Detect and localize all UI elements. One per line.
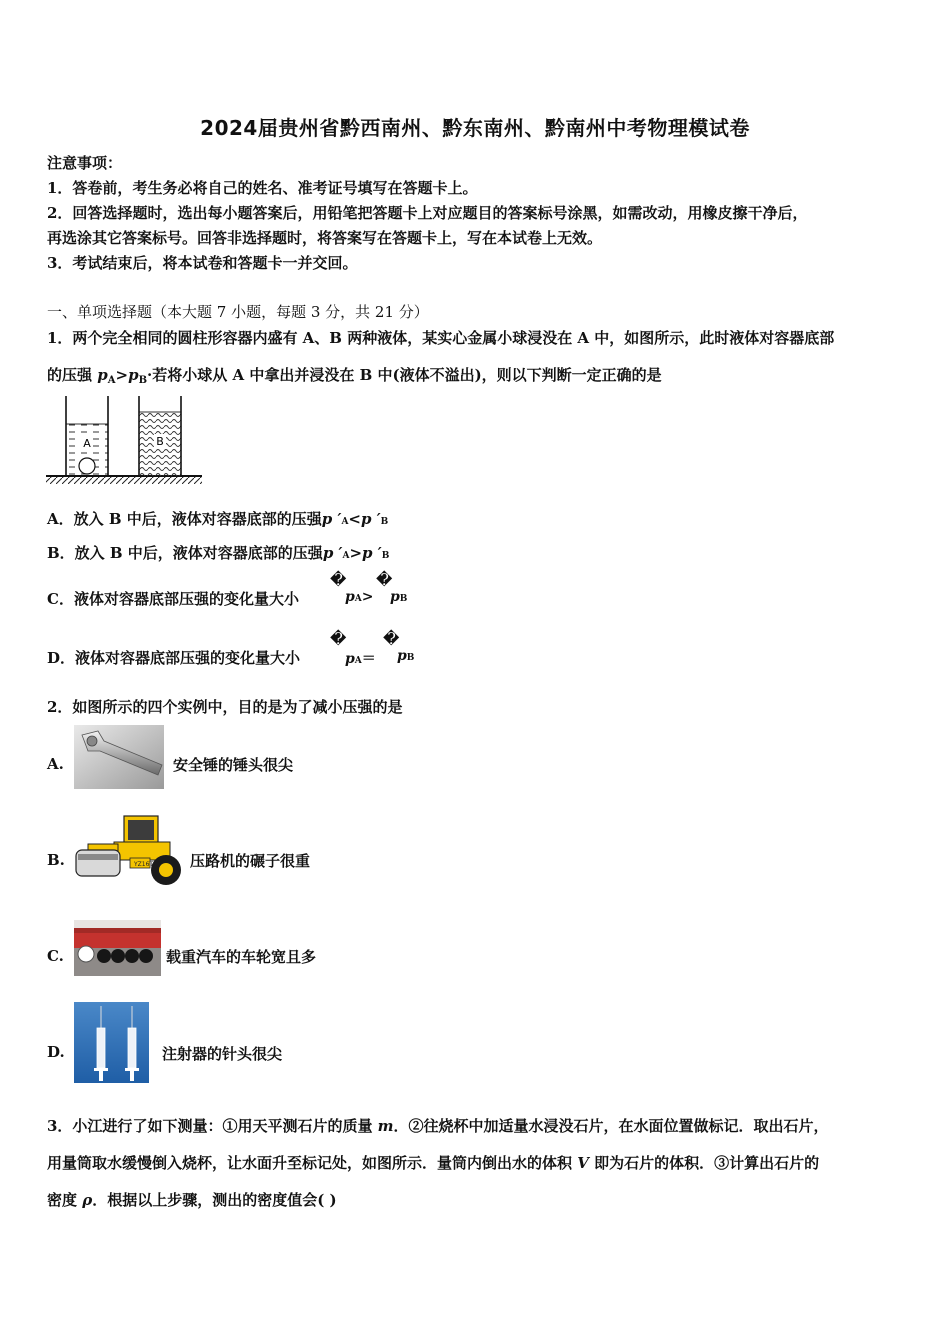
notice-item: 2．回答选择题时，选出每小题答案后，用铅笔把答题卡上对应题目的答案标号涂黑，如需改动，用橡皮擦干净后， [47,204,808,222]
q1-option-d: D．液体对容器底部压强的变化量大小 [47,649,301,667]
roller-model-text: YZ16T [134,861,154,868]
q2-option-c-text: 载重汽车的车轮宽且多 [166,948,317,966]
q2-option-d-text: 注射器的针头很尖 [162,1045,283,1063]
ground-hatch [46,476,202,484]
q1-option-d-expr-b: pB [397,648,415,664]
notice-heading: 注意事项： [47,154,123,172]
q3-stem-line1: 3．小江进行了如下测量：①用天平测石片的质量 m．②往烧杯中加适量水浸没石片，在水面位置做标记．取出石片， [47,1117,829,1135]
q2-option-c-label: C. [47,947,64,965]
road-roller-image [74,812,189,887]
q2-stem: 2．如图所示的四个实例中，目的是为了减小压强的是 [47,698,403,716]
notice-item: 再选涂其它答案标号。回答非选择题时，将答案写在答题卡上，写在本试卷上无效。 [47,229,603,247]
section-heading: 一、单项选择题（本大题 7 小题，每题 3 分，共 21 分） [47,303,429,321]
notice-item: 1．答卷前，考生务必将自己的姓名、准考证号填写在答题卡上。 [47,179,478,197]
q1-option-a: A．放入 B 中后，液体对容器底部的压强p ′A<p ′B [47,510,389,528]
container-a [66,396,108,476]
notice-item: 3．考试结束后，将本试卷和答题卡一并交回。 [47,254,358,272]
q1-stem-line1: 1．两个完全相同的圆柱形容器内盛有 A、B 两种液体，某实心金属小球浸没在 A 中，如图所示，此时液体对容器底部 [47,329,835,347]
q3-stem-line3: 密度 ρ．根据以上步骤，测出的密度值会( ) [47,1191,337,1209]
q1-stem-line2: 的压强 $p_A>p_B\cdot$若将小球从 A 中拿出并浸没在 B 中(液体不溢出)，则以下判断一定正确的是 [47,366,662,386]
q1-option-b: B．放入 B 中后，液体对容器底部的压强p ′A>p ′B [47,544,390,562]
q3-stem-line2: 用量筒取水缓慢倒入烧杯，让水面升至标记处，如图所示．量筒内倒出水的体积 V 即为石片的体积．③计算出石片的 [47,1154,820,1172]
page-title: 2024届贵州省黔西南州、黔东南州、黔南州中考物理模试卷 [200,116,750,140]
heavy-truck-image [74,920,161,976]
q1-option-c-expr: pA> [345,589,374,605]
container-b [139,396,181,476]
q2-option-a-label: A. [47,755,64,773]
q1-option-c: C．液体对容器底部压强的变化量大小 [47,590,299,608]
q1-option-c-expr-b: pB [390,589,408,605]
q2-option-a-text: 安全锤的锤头很尖 [173,756,294,774]
delta-glyph: � [376,570,393,589]
delta-glyph: � [330,570,347,589]
syringe-image [74,1002,149,1083]
q2-option-b-label: B. [47,851,65,869]
container-b-label: B [156,435,164,448]
q1-containers-figure [44,394,204,486]
q2-option-b-text: 压路机的碾子很重 [190,852,311,870]
delta-glyph: � [383,629,400,648]
safety-hammer-image [74,725,164,789]
q1-option-d-expr: pA＝ [345,651,376,667]
q2-option-d-label: D. [47,1043,65,1061]
container-a-label: A [83,437,91,450]
metal-ball [79,458,95,474]
delta-glyph: � [330,629,347,648]
